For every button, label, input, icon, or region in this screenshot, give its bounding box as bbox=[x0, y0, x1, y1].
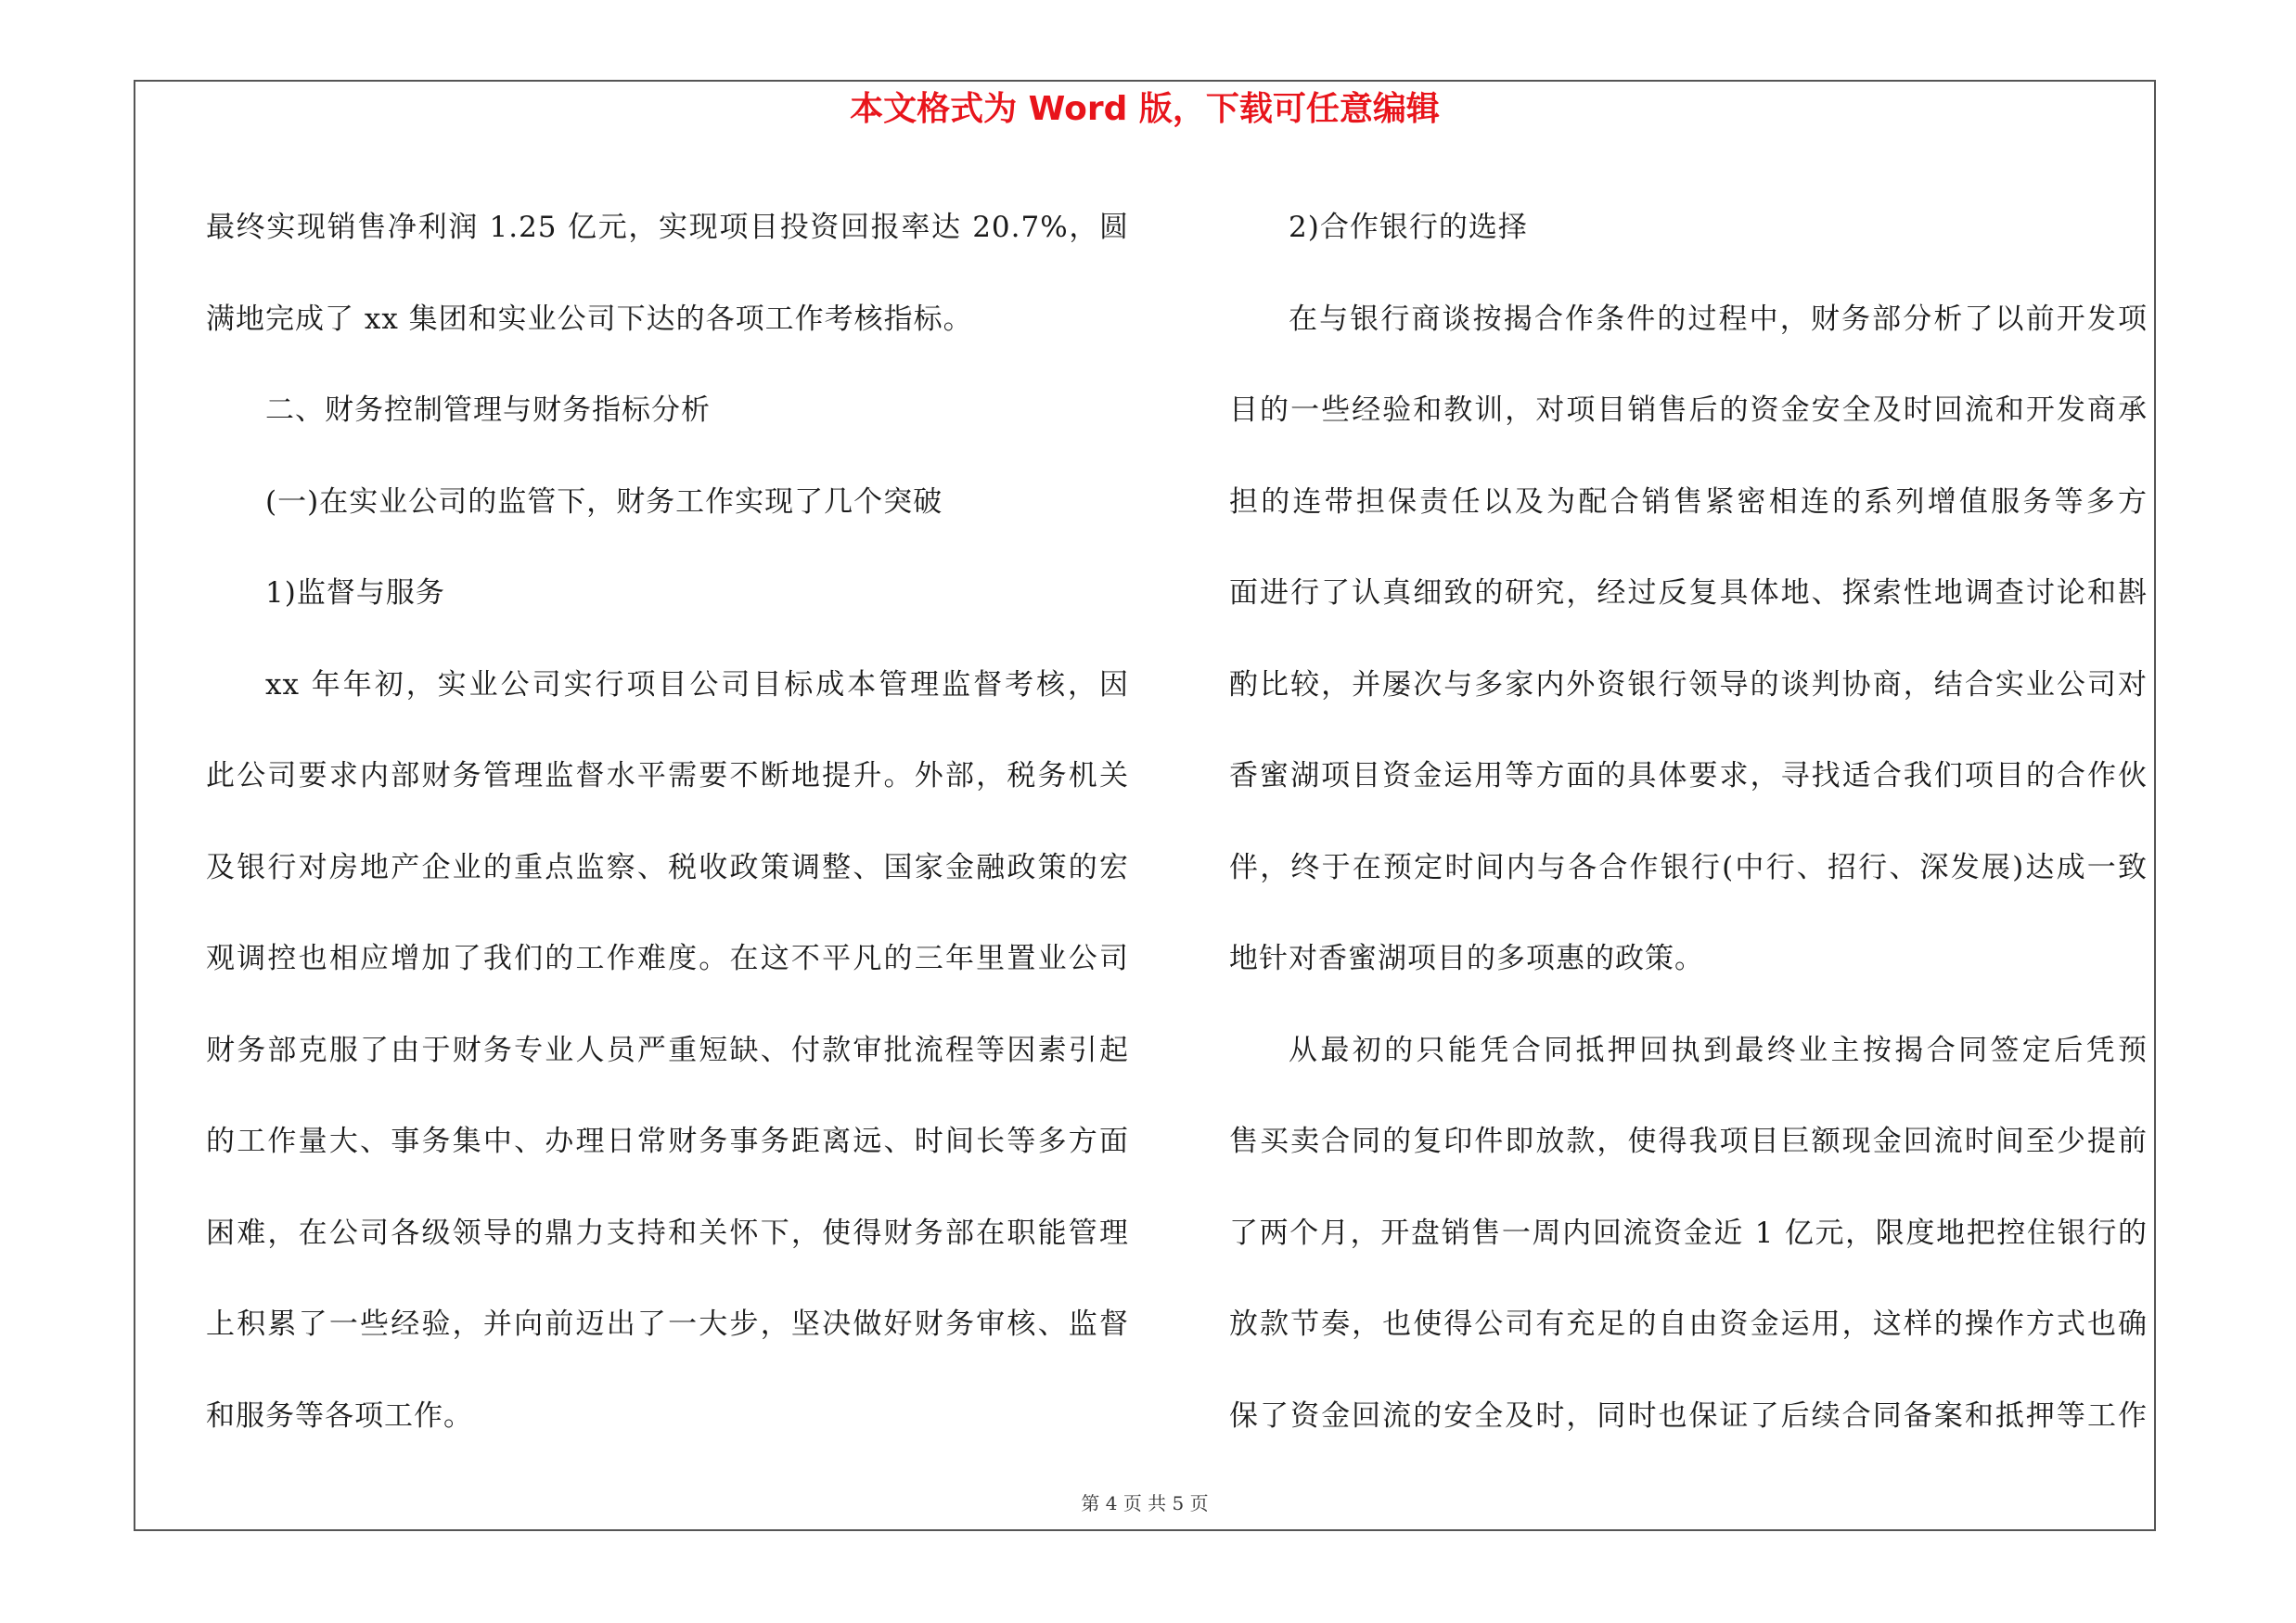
text-line: 的工作量大、事务集中、办理日常财务事务距离远、时间长等多方面 bbox=[206, 1125, 1129, 1158]
text-line: 在与银行商谈按揭合作条件的过程中，财务部分析了以前开发项 bbox=[1289, 302, 2148, 336]
text-line: 最终实现销售净利润 1.25 亿元，实现项目投资回报率达 20.7%，圆 bbox=[206, 211, 1129, 244]
item-heading: 1)监督与服务 bbox=[265, 576, 445, 610]
left-column bbox=[206, 182, 1129, 1462]
text-line: 保了资金回流的安全及时，同时也保证了后续合同备案和抵押等工作 bbox=[1229, 1398, 2148, 1433]
text-line: 财务部克服了由于财务专业人员严重短缺、付款审批流程等因素引起 bbox=[206, 1033, 1129, 1067]
text-line: 从最初的只能凭合同抵押回执到最终业主按揭合同签定后凭预 bbox=[1289, 1033, 2148, 1067]
text-line: 了两个月，开盘销售一周内回流资金近 1 亿元，限度地把控住银行的 bbox=[1229, 1216, 2148, 1250]
text-line: 此公司要求内部财务管理监督水平需要不断地提升。外部，税务机关 bbox=[206, 759, 1129, 792]
text-line: 面进行了认真细致的研究，经过反复具体地、探索性地调查讨论和斟 bbox=[1229, 576, 2148, 610]
text-line: 和服务等各项工作。 bbox=[206, 1398, 473, 1433]
page-number: 第 4 页 共 5 页 bbox=[1081, 1492, 1209, 1514]
text-line: xx 年年初，实业公司实行项目公司目标成本管理监督考核，因 bbox=[265, 667, 1129, 702]
right-column bbox=[1229, 182, 2148, 1462]
text-line: 地针对香蜜湖项目的多项惠的政策。 bbox=[1229, 942, 1704, 975]
subsection-heading: (一)在实业公司的监管下，财务工作实现了几个突破 bbox=[265, 484, 943, 519]
text-line: 担的连带担保责任以及为配合销售紧密相连的系列增值服务等多方 bbox=[1229, 484, 2148, 519]
text-line: 伴，终于在预定时间内与各合作银行(中行、招行、深发展)达成一致 bbox=[1229, 850, 2148, 884]
item-heading: 2)合作银行的选择 bbox=[1289, 211, 1528, 244]
section-heading: 二、财务控制管理与财务指标分析 bbox=[265, 393, 711, 427]
text-line: 售买卖合同的复印件即放款，使得我项目巨额现金回流时间至少提前 bbox=[1229, 1125, 2148, 1158]
text-line: 观调控也相应增加了我们的工作难度。在这不平凡的三年里置业公司 bbox=[206, 942, 1129, 975]
text-line: 目的一些经验和教训，对项目销售后的资金安全及时回流和开发商承 bbox=[1229, 393, 2148, 427]
text-line: 酌比较，并屡次与多家内外资银行领导的谈判协商，结合实业公司对 bbox=[1229, 667, 2148, 702]
text-line: 香蜜湖项目资金运用等方面的具体要求，寻找适合我们项目的合作伙 bbox=[1229, 759, 2148, 792]
text-line: 满地完成了 xx 集团和实业公司下达的各项工作考核指标。 bbox=[206, 302, 973, 336]
text-line: 上积累了一些经验，并向前迈出了一大步，坚决做好财务审核、监督 bbox=[206, 1307, 1129, 1341]
text-line: 及银行对房地产企业的重点监察、税收政策调整、国家金融政策的宏 bbox=[206, 850, 1129, 884]
document-banner: 本文格式为 Word 版，下载可任意编辑 bbox=[850, 90, 1440, 128]
text-line: 放款节奏，也使得公司有充足的自由资金运用，这样的操作方式也确 bbox=[1229, 1307, 2148, 1341]
text-line: 困难，在公司各级领导的鼎力支持和关怀下，使得财务部在职能管理 bbox=[206, 1216, 1129, 1250]
